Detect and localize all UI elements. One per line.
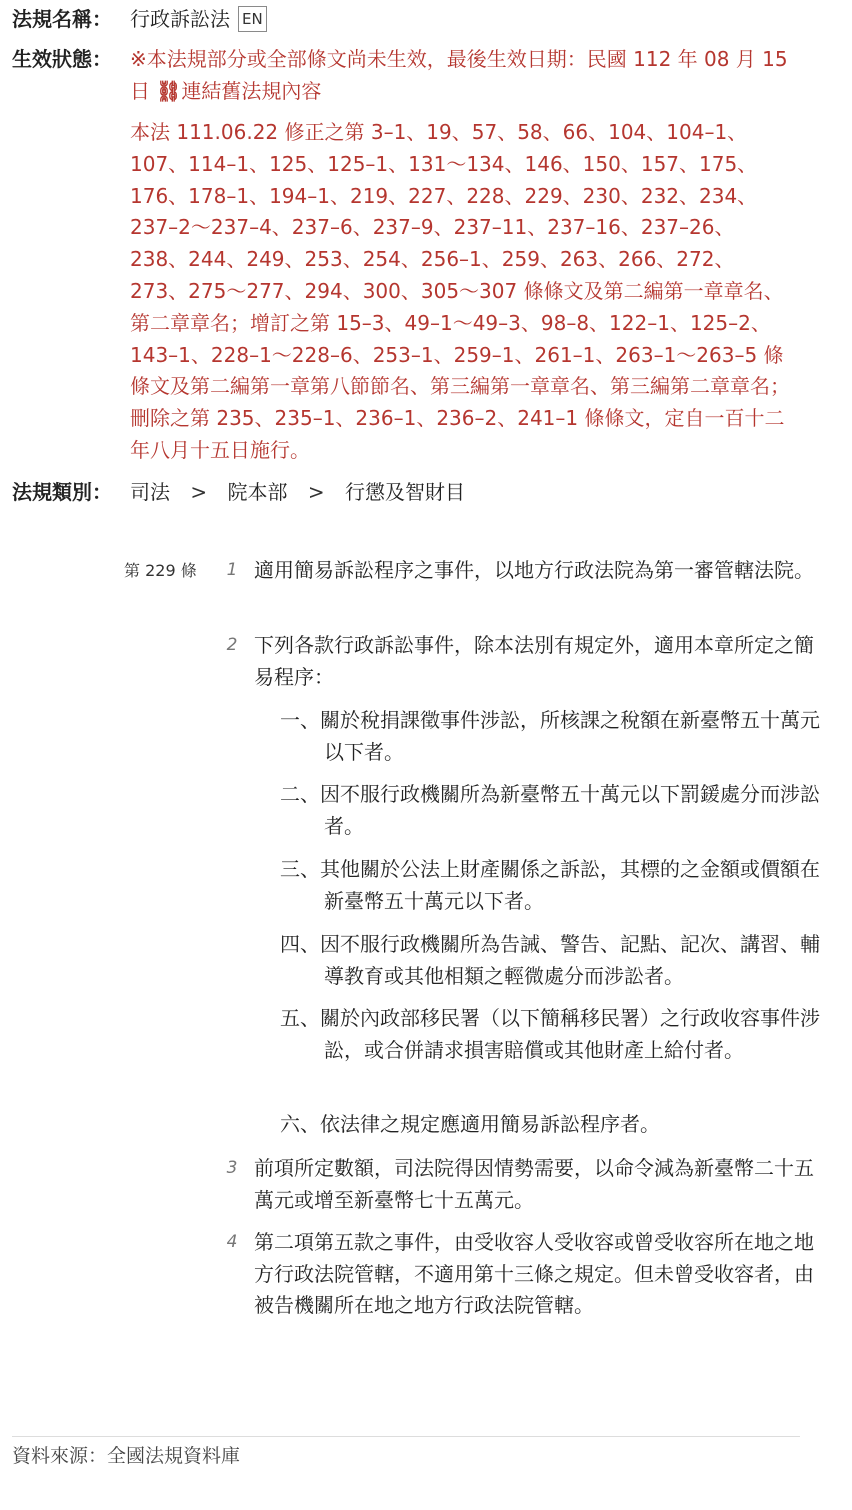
link-icon: ⛓ [156,79,182,103]
list-item: 五、關於內政部移民署（以下簡稱移民署）之行政收容事件涉訟，或合併請求損害賠償或其他財產上給付者。 [280,1006,820,1062]
law-category-row [12,477,465,507]
english-version-button[interactable]: EN [238,6,267,32]
law-name-row [12,4,267,34]
law-name: 行政訴訟法 [130,7,230,31]
effective-status-text: ※本法規部分或全部條文尚未生效，最後生效日期：民國 112 年 08 月 15 日 [130,47,788,103]
effective-status-row [12,43,800,107]
paragraph-text: 下列各款行政訴訟事件，除本法別有規定外，適用本章所定之簡易程序： [254,633,814,689]
data-source: 資料來源：全國法規資料庫 [12,1445,241,1467]
list-item: 一、關於稅捐課徵事件涉訟，所核課之稅額在新臺幣五十萬元以下者。 [280,708,820,764]
paragraph-1 [226,555,814,587]
paragraph-number: 4 [226,1232,238,1252]
paragraph-3 [226,1153,814,1216]
article-number[interactable]: 第 229 條 [124,561,197,580]
paragraph-text: 適用簡易訴訟程序之事件，以地方行政法院為第一審管轄法院。 [254,558,814,582]
breadcrumb-separator: > [190,480,208,504]
paragraph-2 [226,630,814,693]
paragraph-number: 2 [226,635,238,655]
paragraph-number: 3 [226,1158,238,1178]
breadcrumb-separator: > [307,480,325,504]
law-name-label: 法規名稱： [12,7,112,31]
breadcrumb-item-judiciary[interactable]: 司法 [130,480,170,504]
effective-status-label: 生效狀態： [12,47,112,71]
breadcrumb-item-headquarters[interactable]: 院本部 [227,480,288,504]
breadcrumb-item-discipline-ip[interactable]: 行懲及智財目 [344,480,465,504]
list-item: 三、其他關於公法上財產關係之訴訟，其標的之金額或價額在新臺幣五十萬元以下者。 [280,857,820,913]
paragraph-text: 前項所定數額，司法院得因情勢需要，以命令減為新臺幣二十五萬元或增至新臺幣七十五萬元。 [254,1156,814,1212]
law-category-label: 法規類別： [12,480,112,504]
list-item: 四、因不服行政機關所為告誡、警告、記點、記次、講習、輔導教育或其他相類之輕微處分而涉訟者。 [280,932,820,988]
paragraph-number: 1 [226,560,238,580]
category-breadcrumb [130,477,465,507]
list-item: 六、依法律之規定應適用簡易訴訟程序者。 [280,1112,660,1136]
paragraph-4 [226,1227,814,1322]
effective-status-value [130,43,800,107]
paragraph-text: 第二項第五款之事件，由受收容人受收容或曾受收容所在地之地方行政法院管轄，不適用第十三條之規定。但未曾受收容者，由被告機關所在地之地方行政法院管轄。 [254,1230,814,1317]
list-item: 二、因不服行政機關所為新臺幣五十萬元以下罰鍰處分而涉訟者。 [280,782,820,838]
old-version-link[interactable]: 連結舊法規內容 [181,79,322,103]
footer-divider [12,1436,800,1437]
effective-status-note: 本法 111.06.22 修正之第 3–1、19、57、58、66、104、104–1、107、114–1、125、125–1、131～134、146、150、157、175、176、178–1、194–1、219、227、228、229、230、232、234、237–2～237–4、237–6、237–9、237–11、237–16、237–26、238、244、249、253、254、256–1、259、263、266、272、273、275～277、294、300、305～307 條條文及第二編第一章章名、第二章章名；增訂之第 15–3、49–1～49–3、98–8、122–1、125–2、143–1、228–1～228–6、253–1、259–1、261–1、263–1～263–5 條條文及第二編第一章第八節節名、第三編第一章章名、第三編第二章章名；刪除之第 235、235–1、236–1、236–2、241–1 條條文，定自一百十二年八月十五日施行。 [130,120,790,462]
